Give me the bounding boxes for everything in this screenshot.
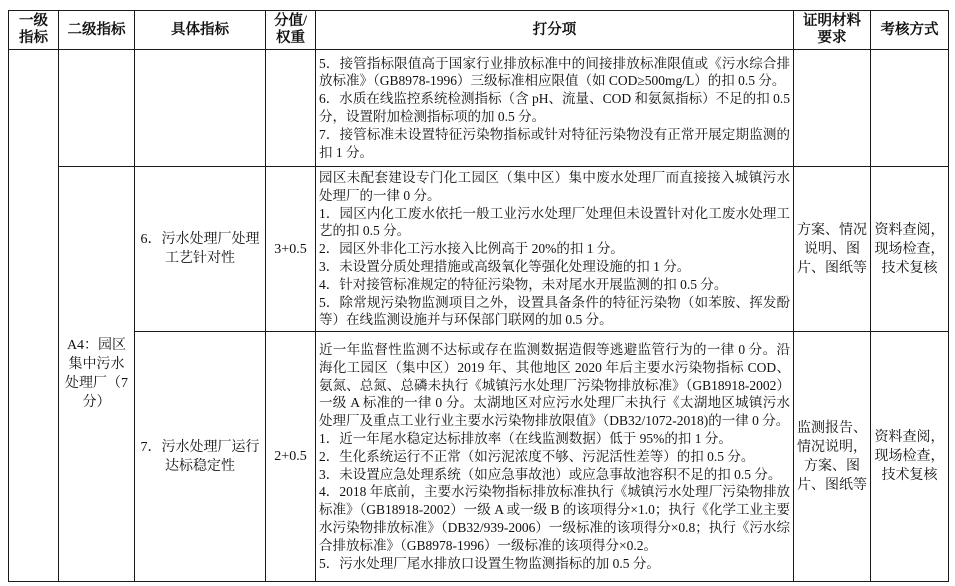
cell-scoring-items-row1 (316, 50, 794, 167)
scoring-item: 5．接管指标限值高于国家行业排放标准中的间接排放标准限值或《污水综合排放标准》（GB8978-1996）三级标准相应限值（如 COD≥500mg/L）的扣 0.5 分。 (319, 55, 790, 89)
col-header-score-weight: 分值/权重 (266, 11, 316, 50)
scoring-item: 1．园区内化工废水依托一般工业污水处理厂处理但未设置针对化工废水处理工艺的扣 0.5 分。 (319, 205, 790, 239)
cell-evidence-row3: 监测报告、情况说明，方案、图片、图纸等 (794, 332, 871, 582)
scoring-item: 近一年监督性监测不达标或存在监测数据造假等逃避监管行为的一律 0 分。沿海化工园区（集中区）2019 年、其他地区 2020 年后主要水污染物指标 COD、氨氮、总氮、总磷未执行《城镇污水处理厂污染物排放标准》（GB18918-2002）一级 A 标准的一律 0 分。太湖地区对应污水处理厂未执行《太湖地区城镇污水处理厂及重点工业行业主要水污染物排放限值》（DB32/1072-2018)的一律 0 分。 (319, 341, 790, 429)
scoring-item: 7．接管标准未设置特征污染物指标或针对特征污染物没有正常开展定期监测的扣 1 分。 (319, 126, 790, 160)
cell-scoring-items-row3 (316, 332, 794, 582)
col-header-assessment-method: 考核方式 (871, 11, 949, 50)
col-header-scoring-items: 打分项 (316, 11, 794, 50)
cell-assessment-row2: 资料查阅，现场检查，技术复核 (871, 167, 949, 332)
table-row (9, 332, 949, 582)
cell-specific-indicator-row3: 7．污水处理厂运行达标稳定性 (135, 332, 266, 582)
table-row (9, 50, 949, 167)
col-header-level2-indicator: 二级指标 (59, 11, 135, 50)
cell-specific-indicator-row1 (135, 50, 266, 167)
col-header-evidence-requirements: 证明材料要求 (794, 11, 871, 50)
col-header-level1-indicator: 一级指标 (9, 11, 59, 50)
scoring-item: 2．园区外非化工污水接入比例高于 20%的扣 1 分。 (319, 241, 624, 257)
cell-scoring-items-row2 (316, 167, 794, 332)
cell-score-weight-row1 (266, 50, 316, 167)
cell-evidence-row1 (794, 50, 871, 167)
scoring-item: 园区未配套建设专门化工园区（集中区）集中废水处理厂而直接接入城镇污水处理厂的一律 0 分。 (319, 170, 790, 203)
scoring-item: 2．生化系统运行不正常（如污泥浓度不够、污泥活性差等）的扣 0.5 分。 (319, 448, 755, 464)
scoring-item: 4．2018 年底前，主要水污染物指标排放标准执行《城镇污水处理厂污染物排放标准》（GB18918-2002）一级 A 或一级 B 的该项得分×1.0；执行《化学工业主要水污染物排放标准》（DB32/939-2006）一级标准的该项得分×0.8；执行《污水综合排放标准》（GB8978-1996）一级标准的该项得分×0.2。 (319, 484, 790, 553)
cell-assessment-row1 (871, 50, 949, 167)
cell-score-weight-row3: 2+0.5 (266, 332, 316, 582)
table-row (9, 167, 949, 332)
evaluation-criteria-table (8, 10, 949, 582)
scoring-item: 1．近一年尾水稳定达标排放率（在线监测数据）低于 95%的扣 1 分。 (319, 430, 732, 446)
scoring-item: 5．除常规污染物监测项目之外，设置具备条件的特征污染物（如苯胺、挥发酚等）在线监测设施并与环保部门联网的加 0.5 分。 (319, 294, 790, 328)
scoring-item: 3．未设置分质处理措施或高级氧化等强化处理设施的扣 1 分。 (319, 258, 691, 274)
cell-level1-indicator (9, 50, 59, 582)
cell-level2-indicator-a4: A4：园区集中污水处理厂（7 分） (59, 167, 135, 582)
scoring-item: 5．污水处理厂尾水排放口设置生物监测指标的加 0.5 分。 (319, 555, 660, 571)
cell-assessment-row3: 资料查阅，现场检查，技术复核 (871, 332, 949, 582)
header-row (9, 11, 949, 50)
scoring-item: 6．水质在线监控系统检测指标（含 pH、流量、COD 和氨氮指标）不足的扣 0.5 分，设置附加检测指标项的加 0.5 分。 (319, 91, 790, 124)
scoring-item: 4．针对接管标准规定的特征污染物，未对尾水开展监测的扣 0.5 分。 (319, 276, 728, 292)
cell-specific-indicator-row2: 6．污水处理厂处理工艺针对性 (135, 167, 266, 332)
scoring-item: 3．未设置应急处理系统（如应急事故池）或应急事故池容积不足的扣 0.5 分。 (319, 466, 782, 482)
cell-score-weight-row2: 3+0.5 (266, 167, 316, 332)
cell-evidence-row2: 方案、情况说明、图片、图纸等 (794, 167, 871, 332)
col-header-specific-indicator: 具体指标 (135, 11, 266, 50)
cell-level2-indicator-row1 (59, 50, 135, 167)
